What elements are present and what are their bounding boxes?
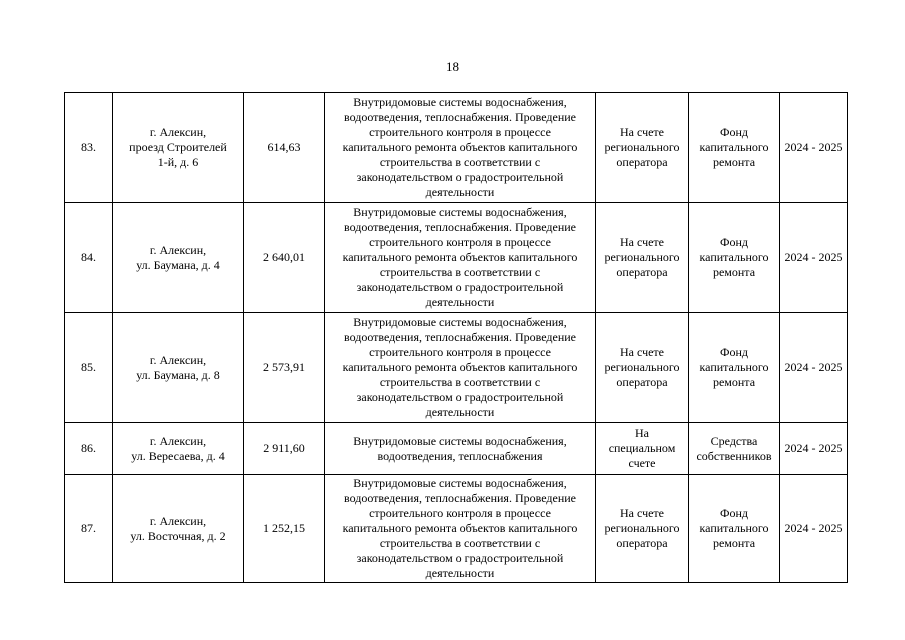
work-line: Внутридомовые системы водоснабжения, (353, 95, 567, 109)
work-line: строительства в соответствии с (379, 536, 541, 550)
work-line: водоотведения, теплоснабжения. Проведение (343, 330, 576, 344)
funding-line: Фонд (719, 345, 748, 359)
address-line: ул. Баумана, д. 4 (136, 257, 220, 272)
account-line: оператора (616, 265, 668, 279)
address-cell (113, 423, 244, 475)
period-cell: 2024 - 2025 (780, 313, 848, 423)
work-line: деятельности (425, 295, 495, 309)
funding-source-cell (689, 423, 780, 475)
account-line: регионального (604, 360, 680, 374)
row-number: 87. (65, 475, 113, 583)
address-line: ул. Восточная, д. 2 (130, 528, 226, 543)
funding-line: Фонд (719, 235, 748, 249)
account-cell (596, 93, 689, 203)
work-line: капитального ремонта объектов капитального (342, 250, 578, 264)
table-row (65, 313, 848, 423)
work-line: законодательством о градостроительной (356, 170, 564, 184)
account-line: регионального (604, 521, 680, 535)
area-cell: 2 911,60 (244, 423, 325, 475)
work-line: водоотведения, теплоснабжения. Проведение (343, 110, 576, 124)
work-line: деятельности (425, 185, 495, 199)
work-line: капитального ремонта объектов капитального (342, 521, 578, 535)
account-line: На счете (619, 125, 664, 139)
account-cell (596, 475, 689, 583)
work-line: капитального ремонта объектов капитального (342, 360, 578, 374)
row-number: 85. (65, 313, 113, 423)
work-type-cell (325, 203, 596, 313)
work-line: строительства в соответствии с (379, 375, 541, 389)
funding-line: Фонд (719, 125, 748, 139)
work-line: водоотведения, теплоснабжения. Проведение (343, 491, 576, 505)
address-line: ул. Баумана, д. 8 (136, 367, 220, 382)
work-line: Внутридомовые системы водоснабжения, (353, 433, 567, 448)
work-line: строительства в соответствии с (379, 265, 541, 279)
work-line: строительного контроля в процессе (369, 235, 551, 249)
work-type-cell (325, 475, 596, 583)
funding-source-cell (689, 475, 780, 583)
address-line: ул. Вересаева, д. 4 (131, 448, 225, 463)
work-line: деятельности (425, 405, 495, 419)
work-line: Внутридомовые системы водоснабжения, (353, 476, 567, 490)
work-line: строительного контроля в процессе (369, 125, 551, 139)
account-line: На (635, 426, 649, 440)
table-row (65, 475, 848, 583)
funding-source-cell (689, 203, 780, 313)
funding-line: ремонта (712, 375, 756, 389)
work-line: строительного контроля в процессе (369, 506, 551, 520)
address-line: проезд Строителей (129, 140, 227, 154)
work-line: строительства в соответствии с (379, 155, 541, 169)
period-cell: 2024 - 2025 (780, 475, 848, 583)
work-line: законодательством о градостроительной (356, 280, 564, 294)
account-line: оператора (616, 155, 668, 169)
work-line: строительного контроля в процессе (369, 345, 551, 359)
account-cell (596, 203, 689, 313)
address-cell (113, 313, 244, 423)
address-line: г. Алексин, (149, 242, 207, 257)
funding-line: Средства (710, 433, 758, 448)
account-cell (596, 313, 689, 423)
address-cell (113, 475, 244, 583)
row-number: 84. (65, 203, 113, 313)
work-type-cell (325, 423, 596, 475)
account-cell (596, 423, 689, 475)
work-line: законодательством о градостроительной (356, 390, 564, 404)
funding-line: собственников (696, 448, 772, 463)
account-line: На счете (619, 506, 664, 520)
page-number: 18 (446, 59, 459, 74)
address-line: г. Алексин, (149, 352, 207, 367)
period-cell: 2024 - 2025 (780, 423, 848, 475)
work-line: деятельности (425, 566, 495, 580)
table-row (65, 423, 848, 475)
work-line: водоотведения, теплоснабжения. Проведение (343, 220, 576, 234)
funding-line: Фонд (719, 506, 748, 520)
work-line: законодательством о градостроительной (356, 551, 564, 565)
area-cell: 614,63 (244, 93, 325, 203)
account-line: оператора (616, 536, 668, 550)
row-number: 83. (65, 93, 113, 203)
address-cell (113, 203, 244, 313)
account-line: специальном (608, 441, 676, 455)
period-cell: 2024 - 2025 (780, 93, 848, 203)
work-line: водоотведения, теплоснабжения (377, 448, 543, 463)
work-type-cell (325, 313, 596, 423)
funding-source-cell (689, 313, 780, 423)
area-cell: 1 252,15 (244, 475, 325, 583)
work-line: капитального ремонта объектов капитального (342, 140, 578, 154)
funding-line: капитального (699, 250, 769, 264)
work-line: Внутридомовые системы водоснабжения, (353, 205, 567, 219)
work-type-cell (325, 93, 596, 203)
funding-line: капитального (699, 521, 769, 535)
address-line: г. Алексин, (149, 125, 207, 139)
funding-line: ремонта (712, 265, 756, 279)
account-line: На счете (619, 235, 664, 249)
account-line: оператора (616, 375, 668, 389)
funding-line: капитального (699, 360, 769, 374)
account-line: регионального (604, 140, 680, 154)
area-cell: 2 573,91 (244, 313, 325, 423)
table-row (65, 203, 848, 313)
work-plan-table (64, 92, 848, 583)
area-cell: 2 640,01 (244, 203, 325, 313)
row-number: 86. (65, 423, 113, 475)
address-line: г. Алексин, (149, 513, 207, 528)
work-line: Внутридомовые системы водоснабжения, (353, 315, 567, 329)
funding-source-cell (689, 93, 780, 203)
account-line: счете (628, 456, 656, 470)
funding-line: ремонта (712, 536, 756, 550)
address-line: г. Алексин, (149, 433, 207, 448)
period-cell: 2024 - 2025 (780, 203, 848, 313)
account-line: регионального (604, 250, 680, 264)
address-cell (113, 93, 244, 203)
funding-line: капитального (699, 140, 769, 154)
table-row (65, 93, 848, 203)
funding-line: ремонта (712, 155, 756, 169)
address-line: 1-й, д. 6 (157, 155, 199, 169)
account-line: На счете (619, 345, 664, 359)
